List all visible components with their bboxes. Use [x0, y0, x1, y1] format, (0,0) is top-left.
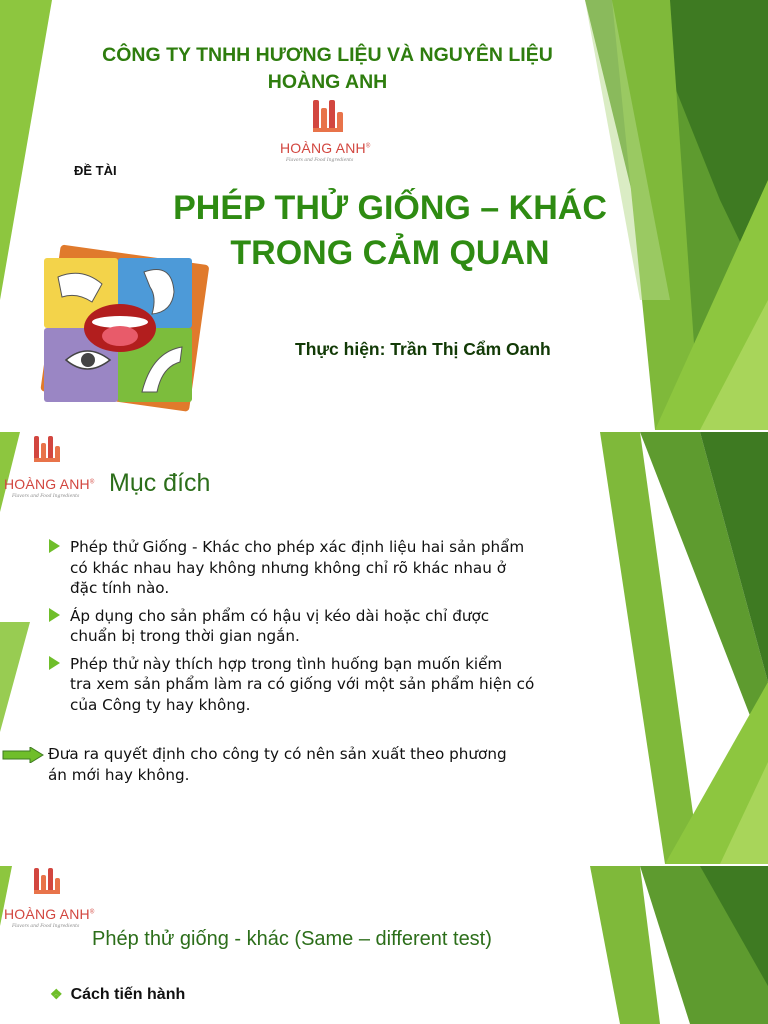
logo-tagline: Flavors and Food Ingredients [12, 494, 80, 499]
author: Thực hiện: Trần Thị Cẩm Oanh [295, 339, 551, 359]
company-logo [280, 98, 380, 163]
logo-mark-icon [280, 98, 380, 142]
logo-mark-icon [4, 868, 104, 900]
logo-tagline: Flavors and Food Ingredients [286, 158, 354, 163]
company-logo [4, 436, 104, 499]
right-arrow-icon [2, 747, 44, 763]
bullet-arrow-icon [49, 608, 60, 622]
topic-label: ĐỀ TÀI [74, 163, 117, 178]
bullet-item: Phép thử Giống - Khác cho phép xác định liệu hai sản phẩm có khác nhau hay không nhưng không chỉ rõ khác nhau ở đặc tính nào. [44, 537, 579, 599]
bullet-arrow-icon [49, 539, 60, 553]
logo-name: HOÀNG ANH® [4, 906, 95, 922]
company-line-1: CÔNG TY TNHH HƯƠNG LIỆU VÀ NGUYÊN LIỆU [102, 44, 553, 66]
bullet-item: Phép thử này thích hợp trong tình huống bạn muốn kiểm tra xem sản phẩm làm ra có giống với một sản phẩm hiện có của Công ty hay không. [44, 654, 579, 716]
bullet-item: Áp dụng cho sản phẩm có hậu vị kéo dài hoặc chỉ được chuẩn bị trong thời gian ngắn. [44, 606, 579, 647]
company-line-2: HOÀNG ANH [267, 71, 388, 93]
logo-name: HOÀNG ANH® [4, 476, 95, 492]
five-senses-icon [32, 242, 217, 412]
section-heading: Phép thử giống - khác (Same – different test) [92, 928, 492, 950]
slide-purpose [0, 432, 768, 864]
section-heading: Mục đích [109, 469, 211, 497]
logo-name: HOÀNG ANH® [280, 140, 371, 156]
title-line-1: PHÉP THỬ GIỐNG – KHÁC [173, 189, 607, 227]
company-name [40, 42, 615, 96]
company-logo [4, 868, 104, 929]
bullet-arrow-icon [49, 656, 60, 670]
slide-title [0, 0, 768, 430]
logo-tagline: Flavors and Food Ingredients [12, 924, 80, 929]
title-line-2: TRONG CẢM QUAN [230, 234, 550, 272]
bullet-list [44, 537, 579, 722]
logo-mark-icon [4, 436, 104, 468]
diamond-bullet-icon: ❖ [50, 986, 63, 1002]
conclusion: Đưa ra quyết định cho công ty có nên sản xuất theo phương án mới hay không. [0, 744, 565, 785]
subheading: ❖ Cách tiến hành [50, 986, 186, 1003]
slide-method [0, 866, 768, 1024]
